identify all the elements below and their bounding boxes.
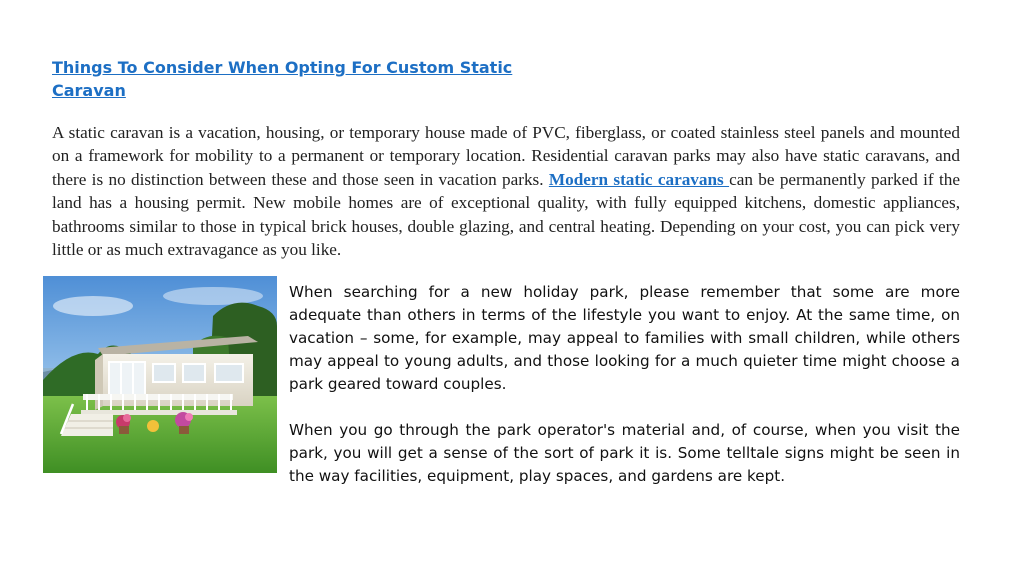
paragraph-park-operator: When you go through the park operator's material and, of course, when you visit the park, you will get a sense of the sort of park it is. Some telltale signs might be seen in the way facilities, equipment, play spaces, and gardens are kept.	[289, 421, 960, 485]
modern-static-caravans-link[interactable]: Modern static caravans	[548, 169, 730, 189]
intro-text-start: A static caravan is a vacation, housing, or temporary house made of PVC, fiberglass, or coated stainless steel panels and mounted on a framework for mobility to a permanent or temporary location. Residential caravan parks may also have static caravans, and there is no distinction between these and those seen in vacation parks.	[52, 123, 960, 189]
article-title-link[interactable]: Things To Consider When Opting For Custom Static Caravan	[52, 58, 513, 100]
paragraph-holiday-park: When searching for a new holiday park, please remember that some are more adequate than others in terms of the lifestyle you want to enjoy. At the same time, on vacation – some, for example, may appeal to families with small children, while others may appeal to young adults, and those looking for a much quieter time might choose a park geared toward couples.	[289, 283, 960, 393]
side-column	[289, 281, 960, 511]
intro-text-end: can be permanently parked if the land has a housing permit. New mobile homes are of exceptional quality, with fully equipped kitchens, domestic appliances, bathrooms similar to those in typical brick houses, double glazing, and central heating. Depending on your cost, you can pick very little or as much extravagance as you like.	[52, 169, 960, 260]
static-caravan-photo	[43, 276, 277, 473]
intro-paragraph	[52, 121, 960, 261]
